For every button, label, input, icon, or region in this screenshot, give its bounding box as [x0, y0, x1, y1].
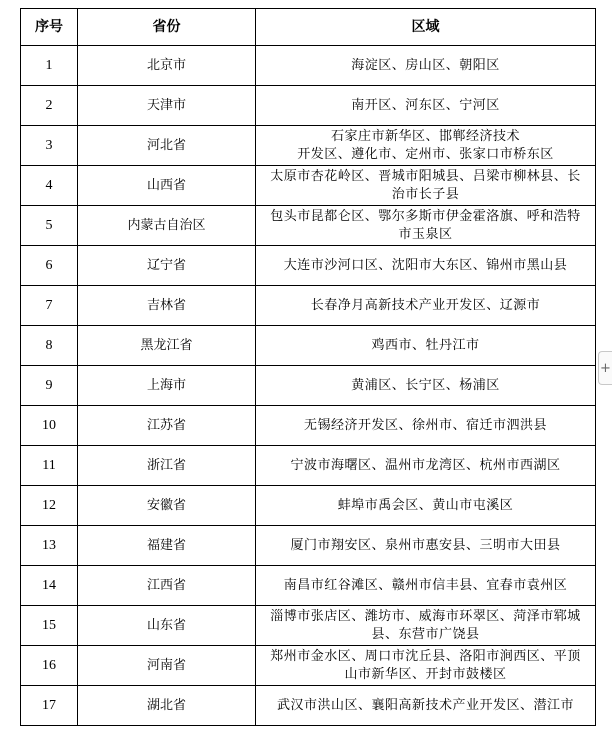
region-cell	[256, 86, 596, 126]
row-number: 15	[21, 606, 78, 646]
table-row	[21, 566, 596, 606]
region-line: 海淀区、房山区、朝阳区	[351, 57, 500, 73]
region-line: 县、东营市广饶县	[371, 626, 480, 642]
region-line: 长春净月高新技术产业开发区、辽源市	[310, 297, 541, 313]
region-cell	[256, 46, 596, 86]
row-number: 11	[21, 446, 78, 486]
region-cell	[256, 366, 596, 406]
region-cell	[256, 606, 596, 646]
region-line: 大连市沙河口区、沈阳市大东区、锦州市黑山县	[283, 257, 568, 273]
region-cell	[256, 206, 596, 246]
province-cell: 山东省	[78, 606, 256, 646]
table-row	[21, 206, 596, 246]
region-cell	[256, 246, 596, 286]
header-province: 省份	[78, 9, 256, 46]
region-line: 黄浦区、长宁区、杨浦区	[351, 377, 500, 393]
region-line: 蚌埠市禹会区、黄山市屯溪区	[337, 497, 514, 513]
row-number: 10	[21, 406, 78, 446]
region-table	[20, 8, 596, 726]
province-cell: 天津市	[78, 86, 256, 126]
region-cell	[256, 686, 596, 726]
row-number: 17	[21, 686, 78, 726]
table-row	[21, 126, 596, 166]
region-line: 宁波市海曙区、温州市龙湾区、杭州市西湖区	[290, 457, 561, 473]
table-row	[21, 606, 596, 646]
region-line: 太原市杏花岭区、晋城市阳城县、吕梁市柳林县、长	[270, 168, 581, 184]
province-cell: 江西省	[78, 566, 256, 606]
region-line: 无锡经济开发区、徐州市、宿迁市泗洪县	[303, 417, 547, 433]
plus-icon: +	[600, 361, 611, 376]
table-row	[21, 286, 596, 326]
row-number: 5	[21, 206, 78, 246]
province-cell: 河南省	[78, 646, 256, 686]
region-cell	[256, 126, 596, 166]
row-number: 6	[21, 246, 78, 286]
row-number: 14	[21, 566, 78, 606]
table-row	[21, 366, 596, 406]
province-cell: 吉林省	[78, 286, 256, 326]
region-line: 南昌市红谷滩区、赣州市信丰县、宜春市袁州区	[283, 577, 568, 593]
province-cell: 上海市	[78, 366, 256, 406]
row-number: 7	[21, 286, 78, 326]
row-number: 16	[21, 646, 78, 686]
province-cell: 湖北省	[78, 686, 256, 726]
region-cell	[256, 166, 596, 206]
row-number: 2	[21, 86, 78, 126]
region-line: 市玉泉区	[398, 226, 453, 242]
province-cell: 北京市	[78, 46, 256, 86]
region-cell	[256, 526, 596, 566]
region-line: 山市新华区、开封市鼓楼区	[344, 666, 507, 682]
region-line: 鸡西市、牡丹江市	[371, 337, 480, 353]
header-region: 区域	[256, 9, 596, 46]
row-number: 4	[21, 166, 78, 206]
region-cell	[256, 646, 596, 686]
row-number: 3	[21, 126, 78, 166]
table-row	[21, 86, 596, 126]
province-cell: 山西省	[78, 166, 256, 206]
table-row	[21, 326, 596, 366]
row-number: 1	[21, 46, 78, 86]
province-cell: 安徽省	[78, 486, 256, 526]
province-cell: 辽宁省	[78, 246, 256, 286]
region-line: 治市长子县	[391, 186, 460, 202]
region-line: 郑州市金水区、周口市沈丘县、洛阳市涧西区、平顶	[270, 648, 581, 664]
row-number: 12	[21, 486, 78, 526]
region-cell	[256, 326, 596, 366]
table-row	[21, 486, 596, 526]
row-number: 8	[21, 326, 78, 366]
table-row	[21, 246, 596, 286]
region-line: 南开区、河东区、宁河区	[351, 97, 500, 113]
region-line: 武汉市洪山区、襄阳高新技术产业开发区、潜江市	[276, 697, 574, 713]
region-line: 厦门市翔安区、泉州市惠安县、三明市大田县	[290, 537, 561, 553]
province-cell: 河北省	[78, 126, 256, 166]
region-cell	[256, 406, 596, 446]
region-line: 包头市昆都仑区、鄂尔多斯市伊金霍洛旗、呼和浩特	[270, 208, 581, 224]
province-cell: 内蒙古自治区	[78, 206, 256, 246]
province-cell: 黑龙江省	[78, 326, 256, 366]
province-cell: 浙江省	[78, 446, 256, 486]
region-cell	[256, 486, 596, 526]
region-cell	[256, 286, 596, 326]
region-cell	[256, 566, 596, 606]
province-cell: 江苏省	[78, 406, 256, 446]
row-number: 13	[21, 526, 78, 566]
table-row	[21, 406, 596, 446]
region-cell	[256, 446, 596, 486]
region-line: 淄博市张店区、潍坊市、威海市环翠区、菏泽市郓城	[270, 608, 581, 624]
table-header-row	[21, 9, 596, 46]
table-row	[21, 166, 596, 206]
table-row	[21, 646, 596, 686]
province-cell: 福建省	[78, 526, 256, 566]
header-num: 序号	[21, 9, 78, 46]
expand-button[interactable]	[598, 351, 612, 385]
row-number: 9	[21, 366, 78, 406]
region-line: 开发区、遵化市、定州市、张家口市桥东区	[297, 146, 554, 162]
table-row	[21, 446, 596, 486]
document-page	[20, 8, 595, 726]
table-row	[21, 686, 596, 726]
table-row	[21, 46, 596, 86]
table-row	[21, 526, 596, 566]
region-line: 石家庄市新华区、邯郸经济技术	[330, 128, 520, 144]
